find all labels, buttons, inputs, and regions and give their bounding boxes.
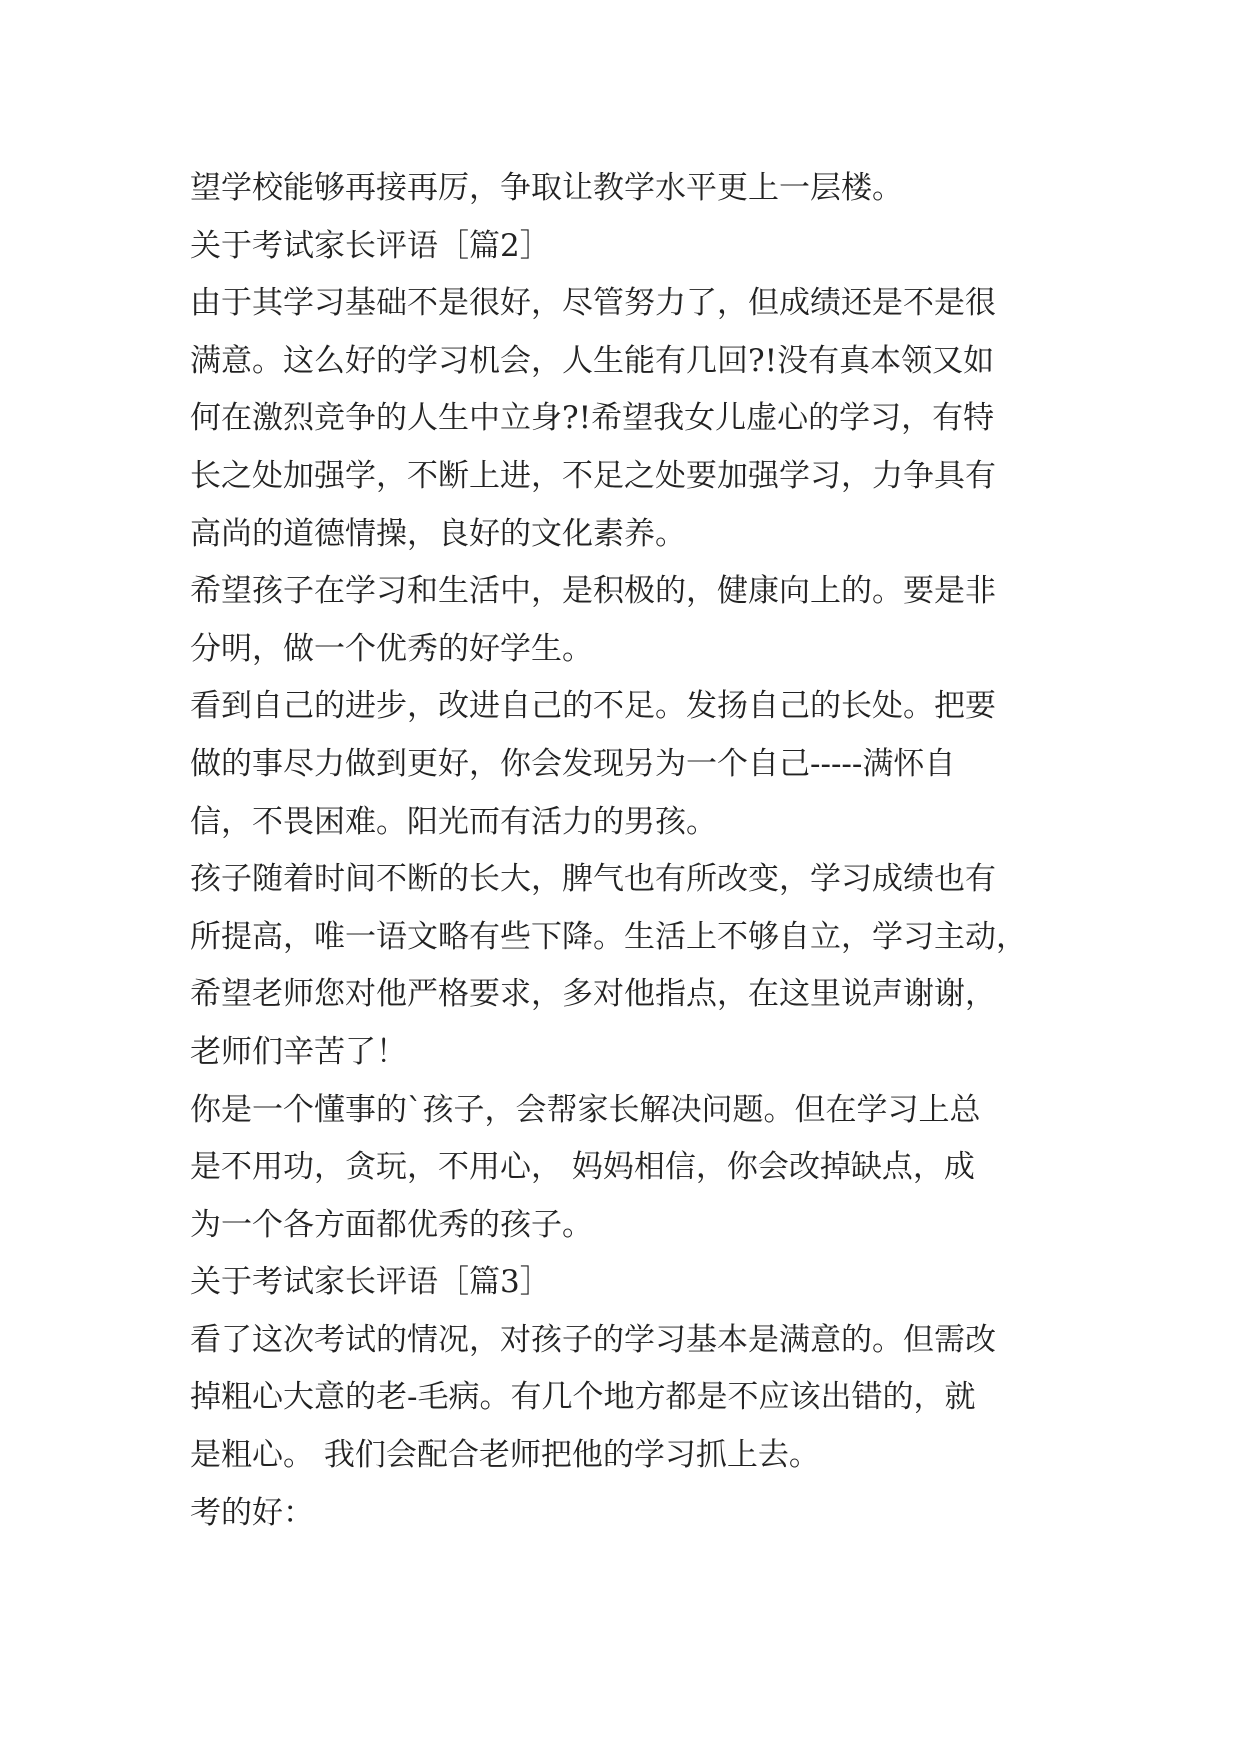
- body-line: 看了这次考试的情况，对孩子的学习基本是满意的。但需改: [190, 1321, 996, 1358]
- body-line: 所提高，唯一语文略有些下降。生活上不够自立，学习主动，: [190, 918, 1027, 955]
- body-line: 为一个各方面都优秀的孩子。: [190, 1206, 593, 1243]
- body-line: 老师们辛苦了！: [190, 1033, 407, 1070]
- body-line: 满意。这么好的学习机会，人生能有几回?!没有真本领又如: [190, 342, 995, 379]
- body-line: 掉粗心大意的老-毛病。有几个地方都是不应该出错的，就: [190, 1379, 976, 1416]
- body-line: 是粗心。 我们会配合老师把他的学习抓上去。: [190, 1437, 820, 1474]
- body-line: 考的好：: [190, 1494, 314, 1531]
- body-line: 高尚的道德情操，良好的文化素养。: [190, 515, 686, 552]
- body-line: 何在激烈竞争的人生中立身?!希望我女儿虚心的学习，有特: [190, 400, 995, 437]
- body-line: 希望老师您对他严格要求，多对他指点，在这里说声谢谢，: [190, 976, 996, 1013]
- body-line: 是不用功，贪玩，不用心， 妈妈相信，你会改掉缺点，成: [190, 1149, 975, 1186]
- body-line: 做的事尽力做到更好，你会发现另为一个自己-----满怀自: [190, 745, 956, 782]
- section-heading: 关于考试家长评语［篇3］: [190, 1264, 551, 1301]
- body-line: 望学校能够再接再厉，争取让教学水平更上一层楼。: [190, 170, 903, 206]
- section-heading: 关于考试家长评语［篇2］: [190, 227, 551, 264]
- body-line: 希望孩子在学习和生活中，是积极的，健康向上的。要是非: [190, 573, 996, 610]
- body-line: 由于其学习基础不是很好，尽管努力了，但成绩还是不是很: [190, 285, 996, 322]
- body-line: 分明，做一个优秀的好学生。: [190, 630, 593, 667]
- document-body: [190, 160, 1070, 1542]
- body-line: 长之处加强学，不断上进，不足之处要加强学习，力争具有: [190, 457, 996, 494]
- body-line: 你是一个懂事的`孩子，会帮家长解决问题。但在学习上总: [190, 1091, 981, 1128]
- body-line: 看到自己的进步，改进自己的不足。发扬自己的长处。把要: [190, 688, 996, 725]
- body-line: 信，不畏困难。阳光而有活力的男孩。: [190, 803, 717, 840]
- body-line: 孩子随着时间不断的长大，脾气也有所改变，学习成绩也有: [190, 861, 996, 898]
